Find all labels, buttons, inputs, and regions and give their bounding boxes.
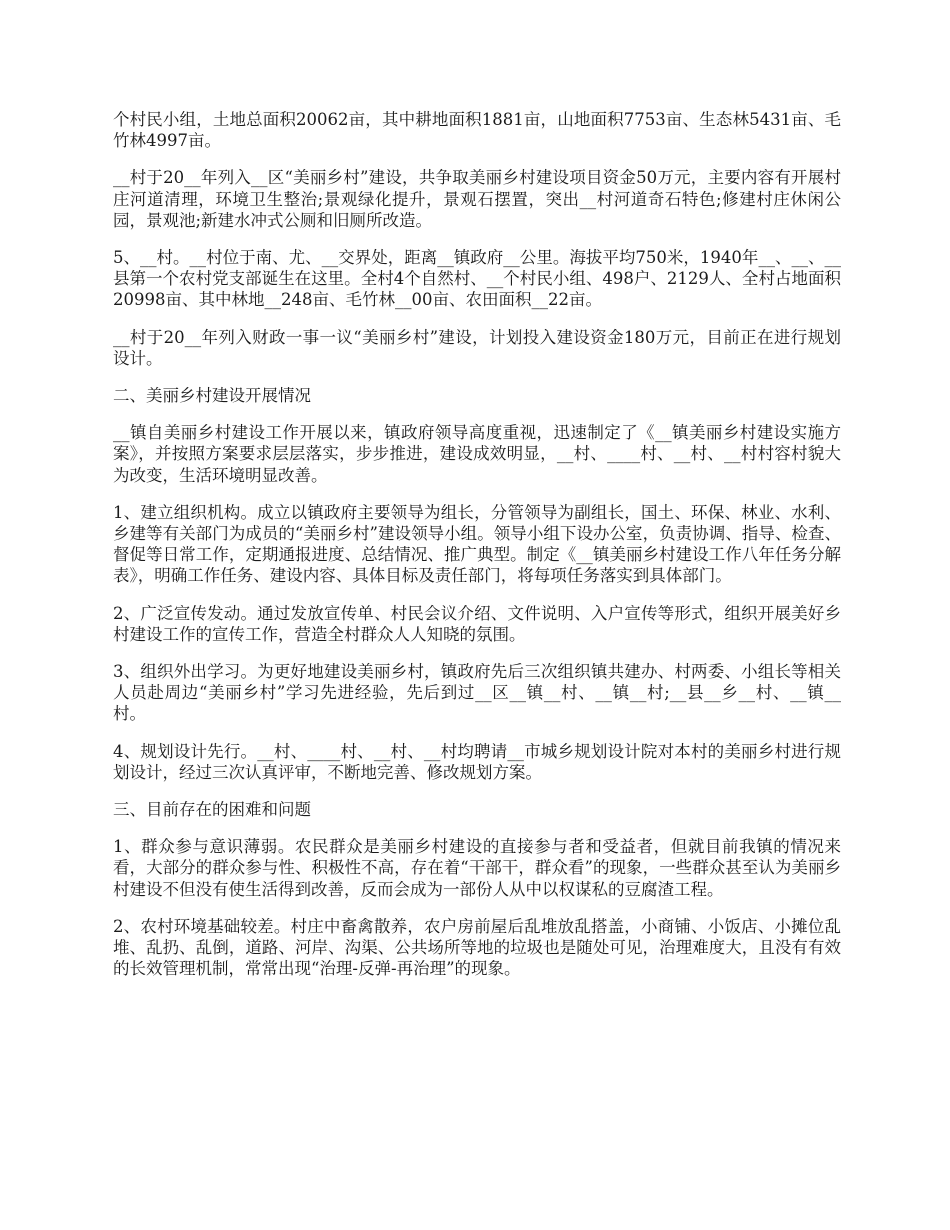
paragraph-study-trips: 3、组织外出学习。为更好地建设美丽乡村，镇政府先后三次组织镇共建办、村两委、小组长等相关人员赴周边“美丽乡村”学习先进经验，先后到过__区__镇__村、__镇__村;__县__乡__村、__镇__村。 [113,662,841,724]
section-heading-2: 二、美丽乡村建设开展情况 [113,386,311,406]
paragraph-publicity: 2、广泛宣传发动。通过发放宣传单、村民会议介绍、文件说明、入户宣传等形式，组织开展美好乡村建设工作的宣传工作，营造全村群众人人知晓的氛围。 [113,603,841,644]
paragraph-environment-foundation: 2、农村环境基础较差。村庄中畜禽散养，农户房前屋后乱堆放乱搭盖，小商铺、小饭店、小摊位乱堆、乱扔、乱倒，道路、河岸、沟渠、公共场所等地的垃圾也是随处可见，治理难度大，且没有有效的长效管理机制，常常出现“治理-反弹-再治理”的现象。 [113,916,841,979]
paragraph-village-beautiful-village-funding: __村于20__年列入__区“美丽乡村”建设，共争取美丽乡村建设项目资金50万元，主要内容有开展村庄河道清理，环境卫生整治;景观绿化提升，景观石摆置，突出__村河道奇石特色;修建村庄休闲公园，景观池;新建水冲式公厕和旧厕所改造。 [113,168,841,230]
document-page [113,109,841,996]
paragraph-village-land-area: 个村民小组，土地总面积20062亩，其中耕地面积1881亩，山地面积7753亩、生态林5431亩、毛竹林4997亩。 [113,110,841,151]
paragraph-organization: 1、建立组织机构。成立以镇政府主要领导为组长，分管领导为副组长，国土、环保、林业、水利、乡建等有关部门为成员的“美丽乡村”建设领导小组。领导小组下设办公室，负责协调、指导、检查、督促等日常工作，定期通报进度、总结情况、推广典型。制定《__镇美丽乡村建设工作八年任务分解表》，明确工作任务、建设内容、具体目标及责任部门，将每项任务落实到具体部门。 [113,502,841,586]
paragraph-planning-first: 4、规划设计先行。__村、____村、__村、__村均聘请__市城乡规划设计院对本村的美丽乡村进行规划设计，经过三次认真评审，不断地完善、修改规划方案。 [113,741,841,782]
paragraph-town-overview: __镇自美丽乡村建设工作开展以来，镇政府领导高度重视，迅速制定了《__镇美丽乡村建设实施方案》，并按照方案要求层层落实，步步推进，建设成效明显，__村、____村、__村、__村村容村貌大为改变，生活环境明显改善。 [113,423,842,485]
paragraph-public-participation: 1、群众参与意识薄弱。农民群众是美丽乡村建设的直接参与者和受益者，但就目前我镇的情况来看，大部分的群众参与性、积极性不高，存在着“干部干，群众看”的现象，一些群众甚至认为美丽乡村建设不但没有使生活得到改善，反而会成为一部份人从中以权谋私的豆腐渣工程。 [113,837,841,899]
paragraph-village-planning: __村于20__年列入财政一事一议“美丽乡村”建设，计划投入建设资金180万元，目前正在进行规划设计。 [113,327,841,368]
paragraph-village-5-profile: 5、__村。__村位于南、尤、__交界处，距离__镇政府__公里。海拔平均750米，1940年__、__、__县第一个农村党支部诞生在这里。全村4个自然村、__个村民小组、498户、2129人、全村占地面积20998亩、其中林地__248亩、毛竹林__00亩、农田面积__22亩。 [113,248,841,310]
section-heading-3: 三、目前存在的困难和问题 [113,800,311,820]
